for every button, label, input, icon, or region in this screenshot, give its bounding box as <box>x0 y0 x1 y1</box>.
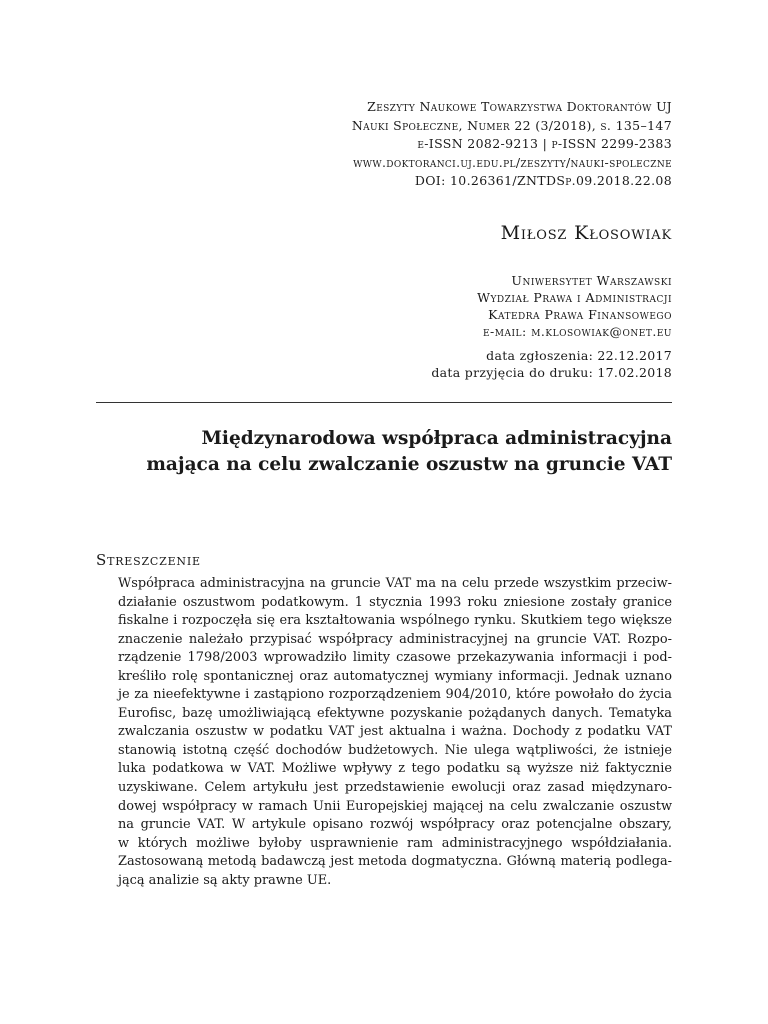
date-accepted: data przyjęcia do druku: 17.02.2018 <box>431 365 672 380</box>
article-title <box>112 426 672 478</box>
author-name: Miłosz Kłosowiak <box>500 222 672 244</box>
abstract-line: uzyskiwane. Celem artykułu jest przedstawienie ewolucji oraz zasad międzynaro- <box>118 780 672 796</box>
affiliation-faculty: Wydział Prawa i Administracji <box>477 290 672 305</box>
journal-url: www.doktoranci.uj.edu.pl/zeszyty/nauki-spoleczne <box>353 154 672 170</box>
article-title-line-2: mająca na celu zwalczanie oszustw na gruncie VAT <box>146 454 672 475</box>
journal-issn: e-ISSN 2082-9213 | p-ISSN 2299-2383 <box>417 136 672 151</box>
abstract-line: na gruncie VAT. W artykule opisano rozwój współpracy oraz potencjalne obszary, <box>118 817 672 833</box>
abstract-line: rządzenie 1798/2003 wprowadziło limity czasowe przekazywania informacji i pod- <box>118 650 672 666</box>
abstract-line: je za nieefektywne i zastąpiono rozporządzeniem 904/2010, które powołało do życia <box>118 687 672 703</box>
abstract-line: luka podatkowa w VAT. Możliwe wpływy z tego podatku są wyższe niż faktycznie <box>118 761 672 777</box>
abstract-line: zwalczania oszustw w podatku VAT jest aktualna i ważna. Dochody z podatku VAT <box>118 724 672 740</box>
header-divider <box>96 402 672 403</box>
abstract-line: znaczenie należało przypisać współpracy administracyjnej na gruncie VAT. Rozpo- <box>118 631 672 647</box>
abstract-line: działanie oszustwom podatkowym. 1 stycznia 1993 roku zniesione zostały granice <box>118 594 672 610</box>
abstract-line: Zastosowaną metodą badawczą jest metoda dogmatyczna. Główną materią podlega- <box>118 854 672 870</box>
journal-header <box>112 98 672 191</box>
article-title-line-1: Międzynarodowa współpraca administracyjna <box>201 428 672 449</box>
abstract-line: kreśliło rolę spontanicznej oraz automatycznej wymiany informacji. Jednak uznano <box>118 668 672 684</box>
affiliation-department: Katedra Prawa Finansowego <box>488 307 672 322</box>
abstract-line: Współpraca administracyjna na gruncie VAT ma na celu przede wszystkim przeciw- <box>118 576 672 591</box>
abstract-body <box>118 575 672 890</box>
abstract-line: dowej współpracy w ramach Unii Europejskiej mającej na celu zwalczanie oszustw <box>118 798 672 814</box>
abstract-line: Eurofisc, bazę umożliwiającą efektywne pozyskanie pożądanych danych. Tematyka <box>118 705 672 721</box>
journal-issue: Nauki Społeczne, Numer 22 (3/2018), s. 135–147 <box>351 117 672 133</box>
author-email: e-mail: m.klosowiak@onet.eu <box>482 324 672 339</box>
abstract-heading: Streszczenie <box>96 551 201 569</box>
journal-name: Zeszyty Naukowe Towarzystwa Doktorantów UJ <box>367 99 672 114</box>
abstract-line: fiskalne i rozpoczęła się era kształtowania wspólnego rynku. Skutkiem tego większe <box>118 613 672 629</box>
abstract-line: stanowią istotną część dochodów budżetowych. Nie ulega wątpliwości, że istnieje <box>118 742 672 758</box>
submission-dates <box>172 347 672 381</box>
abstract-line: w których możliwe byłoby usprawnienie ram administracyjnego współdziałania. <box>118 835 672 851</box>
author-affiliation <box>172 272 672 340</box>
date-submitted: data zgłoszenia: 22.12.2017 <box>486 348 672 363</box>
abstract-line: jącą analizie są akty prawne UE. <box>118 872 332 888</box>
journal-doi: DOI: 10.26361/ZNTDSp.09.2018.22.08 <box>414 173 672 188</box>
affiliation-university: Uniwersytet Warszawski <box>511 273 672 288</box>
